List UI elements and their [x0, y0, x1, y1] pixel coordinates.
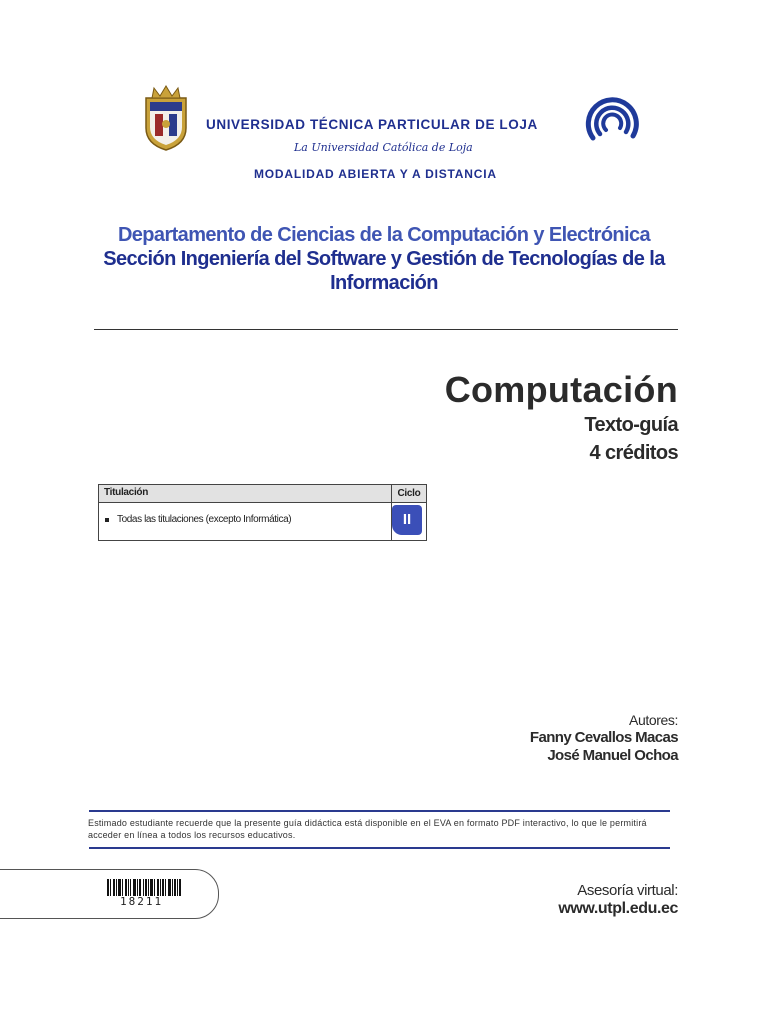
barcode-number: 18211	[120, 895, 164, 908]
course-subtitle: Texto-guía	[584, 414, 678, 436]
study-modality: MODALIDAD ABIERTA Y A DISTANCIA	[254, 167, 497, 181]
university-crest-icon	[142, 84, 190, 152]
section-name: Sección Ingeniería del Software y Gestión de Tecnologías de la	[103, 248, 665, 270]
table-header-row	[99, 485, 426, 503]
bullet-icon	[105, 518, 109, 522]
degree-table	[98, 484, 427, 541]
divider	[89, 847, 670, 849]
author-name: Fanny Cevallos Macas	[529, 729, 678, 746]
university-motto: La Universidad Católica de Loja	[294, 141, 473, 154]
table-cell-titulacion: Todas las titulaciones (excepto Informática)	[117, 514, 292, 525]
barcode-icon	[107, 879, 181, 896]
section-name-continued: Información	[330, 272, 438, 294]
divider	[89, 810, 670, 812]
cycle-badge: II	[392, 505, 422, 535]
table-header-ciclo: Ciclo	[391, 485, 426, 502]
university-name: UNIVERSIDAD TÉCNICA PARTICULAR DE LOJA	[206, 117, 538, 132]
course-title: Computación	[444, 369, 678, 410]
utpl-swirl-logo-icon	[585, 92, 639, 142]
eva-notice: Estimado estudiante recuerde que la presente guía didáctica está disponible en el EVA en formato PDF interactivo, lo que le permitirá acceder en línea a todos los recursos educativos.	[88, 818, 647, 840]
department-name: Departamento de Ciencias de la Computación y Electrónica	[117, 224, 651, 246]
virtual-advice-label: Asesoría virtual:	[577, 882, 678, 899]
course-credits: 4 créditos	[589, 442, 678, 464]
authors-label: Autores:	[629, 712, 678, 728]
divider	[94, 329, 678, 330]
website-link[interactable]: www.utpl.edu.ec	[558, 900, 678, 917]
author-name: José Manuel Ochoa	[547, 747, 678, 764]
table-header-titulacion: Titulación	[104, 487, 149, 498]
